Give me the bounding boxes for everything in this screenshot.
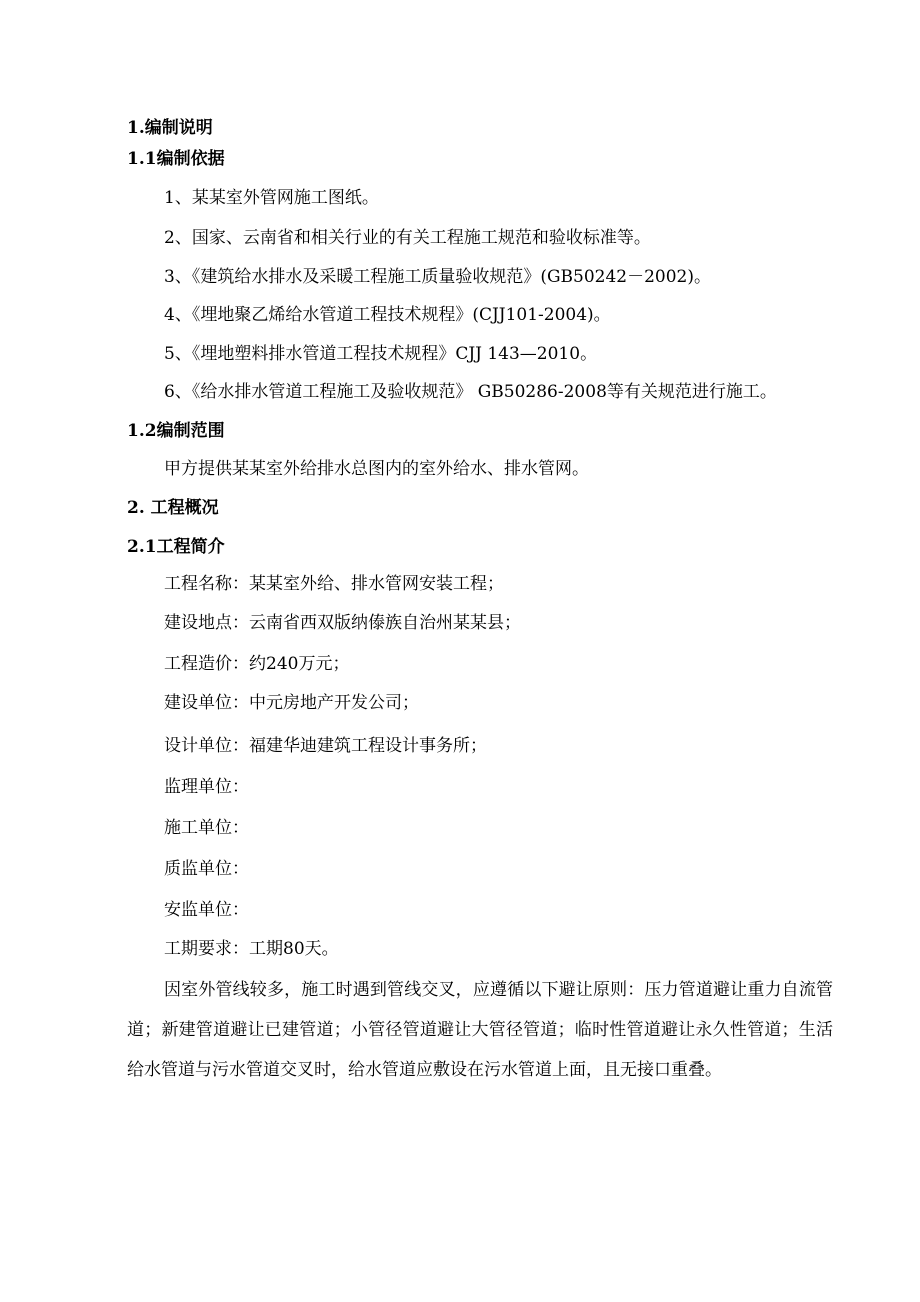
avoidance-principle-paragraph: 因室外管线较多，施工时遇到管线交叉，应遵循以下避让原则：压力管道避让重力自流管道；新建管道避让已建管道；小管径管道避让大管径管道；临时性管道避让永久性管道；生活给水管道与污水管道交叉时，给水管道应敷设在污水管道上面，且无接口重叠。 [127, 980, 833, 1080]
overview-quality-supervisor: 质监单位： [164, 859, 249, 879]
overview-cost: 工程造价：约240万元； [164, 654, 350, 674]
basis-item: 5、《埋地塑料排水管道工程技术规程》CJJ 143—2010。 [164, 344, 598, 364]
overview-project-name: 工程名称：某某室外给、排水管网安装工程； [164, 574, 504, 594]
basis-item: 4、《埋地聚乙烯给水管道工程技术规程》(CJJ101-2004)。 [164, 305, 611, 325]
section-heading-2: 2. 工程概况 [127, 498, 219, 518]
overview-schedule: 工期要求：工期80天。 [164, 939, 339, 959]
overview-location: 建设地点：云南省西双版纳傣族自治州某某县； [164, 613, 521, 633]
basis-item: 6、《给水排水管道工程施工及验收规范》 GB50286-2008等有关规范进行施工。 [164, 382, 777, 402]
scope-text: 甲方提供某某室外给排水总图内的室外给水、排水管网。 [164, 459, 589, 479]
subsection-heading-1-1: 1.1编制依据 [127, 149, 225, 169]
overview-supervisor: 监理单位： [164, 777, 249, 797]
subsection-heading-1-2: 1.2编制范围 [127, 421, 225, 441]
overview-owner: 建设单位：中元房地产开发公司； [164, 693, 419, 713]
basis-item: 2、国家、云南省和相关行业的有关工程施工规范和验收标准等。 [164, 228, 651, 248]
overview-designer: 设计单位：福建华迪建筑工程设计事务所； [164, 736, 487, 756]
overview-safety-supervisor: 安监单位： [164, 900, 249, 920]
basis-item: 1、某某室外管网施工图纸。 [164, 188, 379, 208]
subsection-heading-2-1: 2.1工程简介 [127, 537, 225, 557]
basis-item: 3、《建筑给水排水及采暖工程施工质量验收规范》(GB50242－2002)。 [164, 267, 711, 287]
overview-contractor: 施工单位： [164, 818, 249, 838]
section-heading-1: 1.编制说明 [127, 118, 213, 138]
